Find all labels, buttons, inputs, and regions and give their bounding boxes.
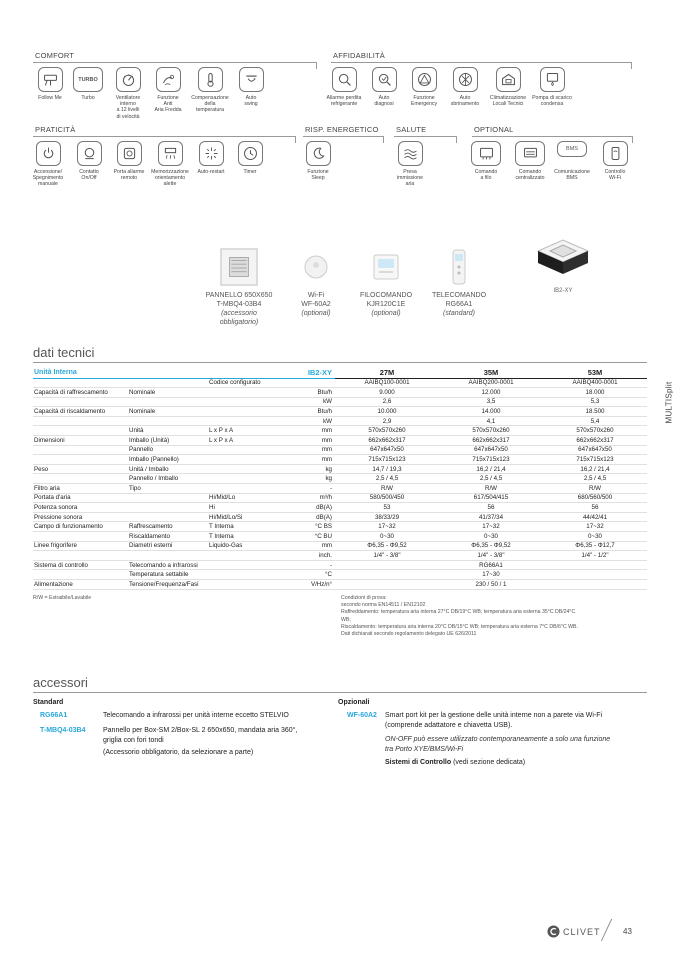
spec-cell-detail [208, 445, 293, 455]
spec-cell-value: 56 [439, 503, 543, 513]
spec-cell-param: Imballo (Pannello) [128, 455, 208, 465]
spec-cell-detail: Liquido-Gas [208, 541, 293, 551]
spec-cell-value: 41/37/34 [439, 512, 543, 522]
spec-cell-value: 44/42/41 [543, 512, 647, 522]
spec-cell-value: 1/4" - 3/8" [439, 551, 543, 561]
spec-cell-value: R/W [543, 484, 647, 494]
spec-cell-group: Filtro aria [33, 484, 128, 494]
std-desc-panel-2: griglia con fori tondi [103, 736, 164, 744]
spec-row [33, 388, 647, 398]
feature-wired-control: Comando a filo [464, 141, 508, 181]
spec-cell-param: Raffrescamento [128, 522, 208, 532]
spec-cell-value: 12.000 [439, 388, 543, 398]
std-desc-panel: Pannello per Box-SM 2/Box-SL 2 650x650, mandata aria 360°, [103, 727, 298, 734]
spec-cell-unit: mm [293, 445, 335, 455]
spec-cell-value: 570x570x260 [439, 426, 543, 436]
spec-cell-value: 2,5 / 4,5 [543, 474, 647, 484]
section-salute-line [394, 136, 456, 137]
dati-tecnici-rule [33, 362, 647, 363]
spec-row [33, 397, 647, 407]
turbo-icon: TURBO [73, 67, 103, 92]
spec-cell-param [128, 397, 208, 407]
spec-cell-group: Peso [33, 464, 128, 474]
spec-cell-group: Sistema di controllo [33, 560, 128, 570]
spec-row [33, 455, 647, 465]
manual-power-icon [36, 141, 61, 166]
spec-row [33, 503, 647, 513]
spec-cell-group [33, 474, 128, 484]
timer-icon [238, 141, 263, 166]
louver-memory-icon [158, 141, 183, 166]
spec-cell-value: 10.000 [335, 407, 439, 417]
spec-row [33, 493, 647, 503]
model-27m: 27M [335, 367, 439, 378]
spec-cell-group: Pressione sonora [33, 512, 128, 522]
spec-cell-value: 647x647x50 [335, 445, 439, 455]
spec-cell-unit: - [293, 484, 335, 494]
spec-cell-unit: - [293, 560, 335, 570]
spec-cell-value: 662x662x317 [439, 436, 543, 446]
wifi-dongle-image [303, 247, 329, 287]
spec-cell-value: 5,3 [543, 397, 647, 407]
spec-row [33, 484, 647, 494]
feature-bms: BMS Comunicazione BMS [550, 141, 594, 181]
spec-cell-value: AAIBQ400-0001 [543, 378, 647, 388]
spec-cell-value: 0~30 [543, 532, 647, 542]
footer-divider [601, 919, 623, 941]
spec-cell-value: 647x647x50 [439, 445, 543, 455]
std-code-rg66a1: RG66A1 [40, 712, 68, 719]
sleep-icon [306, 141, 331, 166]
spec-cell-value: 570x570x260 [543, 426, 647, 436]
follow-me-icon [38, 67, 63, 92]
spec-cell-group: Portata d'aria [33, 493, 128, 503]
feature-fan-speed: Ventilatore interno a 12 livelli di velocità [106, 67, 150, 120]
spec-row [33, 532, 647, 542]
spec-cell-unit: kg [293, 474, 335, 484]
spec-cell-unit: kW [293, 416, 335, 426]
opt-desc-wifi-2: (comprende adattatore e chiavetta USB). [385, 721, 513, 729]
spec-cell-param: Nominale [128, 407, 208, 417]
spec-cell-value: 16,2 / 21,4 [543, 464, 647, 474]
spec-cell-value: 17~32 [543, 522, 647, 532]
spec-cell-value: 18.500 [543, 407, 647, 417]
spec-row [33, 416, 647, 426]
feature-sleep: Funzione Sleep [296, 141, 340, 181]
spec-cell-unit: m³/h [293, 493, 335, 503]
central-control-icon [515, 141, 545, 166]
spec-cell-group [33, 426, 128, 436]
section-affidabilita-line [331, 62, 631, 63]
opt-note-2: tra Porto XYE/BMS/Wi-Fi [385, 745, 464, 753]
spec-cell-value: 17~32 [439, 522, 543, 532]
spec-cell-param: Tensione/Frequenza/Fasi [128, 579, 208, 589]
spec-cell-value: 18.000 [543, 388, 647, 398]
model-53m: 53M [543, 367, 647, 378]
spec-cell-value: 715x715x123 [335, 455, 439, 465]
feature-emergency: Funzione Emergency [402, 67, 446, 107]
spec-cell-value: 17~30 [335, 570, 647, 580]
section-comfort-line [33, 62, 316, 63]
anti-cold-air-icon [156, 67, 181, 92]
product-panel: PANNELLO 650X650 T-MBQ4-03B4 (accessorio obbligatorio) [196, 247, 282, 327]
feature-on-off-contact: Contatto On/Off [67, 141, 111, 181]
spec-cell-value: 4,1 [439, 416, 543, 426]
spec-cell-detail [208, 416, 293, 426]
spec-row [33, 474, 647, 484]
spec-cell-detail: L x P x A [208, 426, 293, 436]
opt-note: ON-OFF può essere utilizzato contemporaneamente a solo una funzione [385, 736, 611, 743]
spec-cell-detail [208, 388, 293, 398]
defrost-icon [453, 67, 478, 92]
product-wifi: Wi-Fi WF-60A2 (optional) [291, 247, 341, 318]
spec-row [33, 522, 647, 532]
auto-swing-icon [239, 67, 264, 92]
drain-pump-icon [540, 67, 565, 92]
on-off-contact-icon [77, 141, 102, 166]
spec-cell-detail [208, 407, 293, 417]
spec-cell-param [128, 551, 208, 561]
spec-cell-detail: T Interna [208, 522, 293, 532]
spec-cell-value: 53 [335, 503, 439, 513]
spec-cell-detail [208, 484, 293, 494]
feature-follow-me: Follow Me [28, 67, 72, 101]
spec-cell-group [33, 532, 128, 542]
spec-cell-value: 2,5 / 4,5 [335, 474, 439, 484]
standard-label: Standard [33, 699, 64, 706]
feature-wifi-control: Controllo Wi-Fi [593, 141, 637, 181]
spec-cell-group: Capacità di riscaldamento [33, 407, 128, 417]
spec-cell-group: Alimentazione [33, 579, 128, 589]
feature-central-control: Comando centralizzato [508, 141, 552, 181]
spec-row [33, 512, 647, 522]
spec-row [33, 445, 647, 455]
spec-cell-param: Imballo (Unità) [128, 436, 208, 446]
fresh-air-icon [398, 141, 423, 166]
std-desc-rg66a1: Telecomando a infrarossi per unità interne eccetto STELVIO [103, 712, 289, 719]
spec-cell-value: 9.000 [335, 388, 439, 398]
spec-cell-param: Unità [128, 426, 208, 436]
spec-cell-value: R/W [439, 484, 543, 494]
feature-auto-diagnosis: Auto diagnosi [362, 67, 406, 107]
spec-cell-unit: kg [293, 464, 335, 474]
feature-drain-pump: Pompa di scarico condensa [530, 67, 574, 107]
spec-cell-value: 1/4" - 3/8" [335, 551, 439, 561]
spec-cell-group [33, 378, 128, 388]
model-35m: 35M [439, 367, 543, 378]
spec-cell-detail: T Interna [208, 532, 293, 542]
sistemi-controllo: Sistemi di Controllo (vedi sezione dedicata) [385, 759, 526, 766]
spec-header-row [33, 367, 647, 378]
spec-row [33, 436, 647, 446]
spec-cell-value: 570x570x260 [335, 426, 439, 436]
remote-image [452, 247, 466, 287]
spec-cell-group [33, 445, 128, 455]
optional-label: Opzionali [338, 699, 370, 706]
wired-control-icon [471, 141, 501, 166]
feature-auto-swing: Auto swing [229, 67, 273, 107]
spec-cell-param [128, 416, 208, 426]
spec-cell-value: 14,7 / 19,3 [335, 464, 439, 474]
emergency-icon [412, 67, 437, 92]
spec-row [33, 407, 647, 417]
spec-row [33, 570, 647, 580]
spec-row [33, 579, 647, 589]
page-number: 43 [623, 927, 632, 936]
auto-restart-icon [199, 141, 224, 166]
spec-cell-value: Φ6,35 - Φ9,52 [335, 541, 439, 551]
section-praticita: PRATICITÀ [35, 125, 76, 134]
spec-cell-param [128, 503, 208, 513]
section-salute: SALUTE [396, 125, 427, 134]
spec-cell-value: 17~32 [335, 522, 439, 532]
footnote-rw: R/W = Estraibile/Lavabile [33, 595, 92, 601]
spec-cell-param: Unità / Imballo [128, 464, 208, 474]
spec-cell-unit [293, 378, 335, 388]
spec-cell-value: Φ6,35 - Φ9,52 [439, 541, 543, 551]
std-code-panel: T-MBQ4-03B4 [40, 727, 86, 734]
thermometer-icon [198, 67, 223, 92]
spec-cell-group [33, 455, 128, 465]
spec-cell-unit: inch. [293, 551, 335, 561]
spec-cell-group [33, 551, 128, 561]
product-remote: TELECOMANDO RG66A1 (standard) [425, 247, 493, 318]
spec-cell-group [33, 397, 128, 407]
spec-cell-unit: mm [293, 455, 335, 465]
spec-cell-unit: Btu/h [293, 407, 335, 417]
spec-body [33, 378, 647, 589]
spec-cell-detail: Hi/Mid/Lo [208, 493, 293, 503]
footer-brand: CLIVET [547, 925, 601, 938]
spec-cell-param [128, 512, 208, 522]
spec-row [33, 378, 647, 388]
spec-cell-detail: Codice configurato [208, 378, 293, 388]
spec-row [33, 464, 647, 474]
std-desc-panel-3: (Accessorio obbligatorio, da selezionare a parte) [103, 749, 254, 756]
spec-cell-value: 715x715x123 [439, 455, 543, 465]
spec-cell-unit: V/Hz/n° [293, 579, 335, 589]
spec-cell-detail [208, 579, 293, 589]
spec-cell-unit: Btu/h [293, 388, 335, 398]
spec-cell-group: Campo di funzionamento [33, 522, 128, 532]
spec-cell-value: 56 [543, 503, 647, 513]
spec-cell-param: Diametri esterni [128, 541, 208, 551]
spec-cell-value: 2,5 / 4,5 [439, 474, 543, 484]
technical-room-icon [496, 67, 521, 92]
wired-remote-image [372, 247, 400, 287]
spec-cell-value: 715x715x123 [543, 455, 647, 465]
feature-auto-restart: Auto-restart [189, 141, 233, 175]
spec-cell-value: AAIBQ100-0001 [335, 378, 439, 388]
spec-cell-unit: dB(A) [293, 512, 335, 522]
product-unit: IB2-XY [528, 235, 598, 296]
bms-icon: BMS [557, 141, 587, 157]
spec-cell-detail [208, 570, 293, 580]
feature-manual-power: Accensione/ Spegnimento manuale [26, 141, 70, 188]
spec-cell-group [33, 416, 128, 426]
spec-cell-group: Potenza sonora [33, 503, 128, 513]
clivet-logo-icon [547, 925, 560, 938]
feature-leak-alarm: Allarme perdita refrigerante [322, 67, 366, 107]
spec-cell-param: Pannello [128, 445, 208, 455]
spec-cell-detail [208, 397, 293, 407]
spec-cell-unit: mm [293, 541, 335, 551]
remote-alarm-icon [117, 141, 142, 166]
spec-cell-param: Temperatura settabile [128, 570, 208, 580]
spec-row [33, 551, 647, 561]
side-label: MULTISplit [664, 381, 674, 424]
leak-alarm-icon [332, 67, 357, 92]
spec-cell-detail: Hi [208, 503, 293, 513]
feature-remote-alarm: Porta allarme remoto [107, 141, 151, 181]
spec-cell-unit: mm [293, 436, 335, 446]
product-wired-remote: FILOCOMANDO KJR120C1E (optional) [352, 247, 420, 318]
spec-cell-value: 0~30 [439, 532, 543, 542]
series-label: IB2-XY [293, 367, 335, 378]
feature-temp-compensation: Compensazione della temperatura [188, 67, 232, 114]
spec-cell-unit: °C [293, 570, 335, 580]
spec-row [33, 541, 647, 551]
spec-cell-detail: L x P x A [208, 436, 293, 446]
spec-cell-value: 2,6 [335, 397, 439, 407]
section-optional-line [472, 136, 632, 137]
spec-cell-value: 3,5 [439, 397, 543, 407]
spec-cell-unit: °C BU [293, 532, 335, 542]
accessori-rule [33, 692, 647, 693]
spec-cell-group [33, 570, 128, 580]
section-optional: OPTIONAL [474, 125, 514, 134]
feature-technical-room: Climatizzazione Locali Tecnici [486, 67, 530, 107]
spec-cell-detail [208, 551, 293, 561]
spec-row [33, 560, 647, 570]
spec-cell-value: 0~30 [335, 532, 439, 542]
dati-tecnici-title: dati tecnici [33, 345, 95, 360]
spec-cell-param: Pannello / Imballo [128, 474, 208, 484]
section-comfort: COMFORT [35, 51, 75, 60]
spec-cell-detail [208, 560, 293, 570]
feature-timer: Timer [228, 141, 272, 175]
spec-cell-param [128, 493, 208, 503]
cassette-unit-image [530, 235, 596, 287]
spec-cell-group: Linee frigorifere [33, 541, 128, 551]
fan-speed-icon [116, 67, 141, 92]
accessori-title: accessori [33, 675, 88, 690]
auto-diagnosis-icon [372, 67, 397, 92]
spec-cell-value: RG66A1 [335, 560, 647, 570]
spec-cell-group: Dimensioni [33, 436, 128, 446]
spec-cell-value: AAIBQ200-0001 [439, 378, 543, 388]
spec-cell-param: Tipo [128, 484, 208, 494]
spec-cell-param: Telecomando a infrarossi [128, 560, 208, 570]
spec-cell-unit: kW [293, 397, 335, 407]
spec-cell-detail [208, 455, 293, 465]
section-affidabilita: AFFIDABILITÀ [333, 51, 385, 60]
spec-cell-value: 662x662x317 [543, 436, 647, 446]
spec-cell-param: Nominale [128, 388, 208, 398]
spec-cell-value: 2,9 [335, 416, 439, 426]
spec-row [33, 426, 647, 436]
panel-image [220, 247, 258, 287]
wifi-control-icon [603, 141, 628, 166]
spec-cell-unit: °C BS [293, 522, 335, 532]
feature-fresh-air: Presa immissione aria [388, 141, 432, 188]
spec-cell-value: 662x662x317 [335, 436, 439, 446]
spec-cell-param [128, 378, 208, 388]
section-praticita-line [33, 136, 295, 137]
test-conditions: Condizioni di prova: secondo norma EN14511 / EN12102 Raffreddamento: temperatura aria interna 27°C DB/19°C WB; temperatura aria esterna 35°C DB/24°C WB; Riscaldamento: temperatura aria interna 20°C DB/15°C WB; temperatura aria esterna 7°C DB/6°C WB. Dati dichiarati secondo regolamento delegato UE 626/2011 [341, 595, 578, 638]
section-risp-line [303, 136, 383, 137]
feature-turbo: TURBO Turbo [66, 67, 110, 101]
spec-cell-detail [208, 474, 293, 484]
spec-cell-value: 16,2 / 21,4 [439, 464, 543, 474]
spec-cell-detail: Hi/Mid/Lo/Si [208, 512, 293, 522]
spec-cell-param: Riscaldamento [128, 532, 208, 542]
spec-cell-unit: mm [293, 426, 335, 436]
section-risp-energetico: RISP. ENERGETICO [305, 125, 379, 134]
feature-louver-memory: Memorizzazione orientamento alette [148, 141, 192, 188]
feature-defrost: Auto sbrinamento [443, 67, 487, 107]
spec-table [33, 367, 647, 590]
spec-cell-value: R/W [335, 484, 439, 494]
spec-cell-value: 14.000 [439, 407, 543, 417]
spec-cell-value: 617/504/415 [439, 493, 543, 503]
spec-cell-value: 580/500/450 [335, 493, 439, 503]
spec-cell-unit: dB(A) [293, 503, 335, 513]
opt-code-wifi: WF-60A2 [347, 712, 377, 719]
spec-cell-detail [208, 464, 293, 474]
spec-cell-value: Φ6,35 - Φ12,7 [543, 541, 647, 551]
spec-cell-value: 5,4 [543, 416, 647, 426]
spec-cell-group: Capacità di raffrescamento [33, 388, 128, 398]
feature-anti-cold-air: Funzione Anti Aria Fredda [146, 67, 190, 114]
spec-cell-value: 1/4" - 1/2" [543, 551, 647, 561]
opt-desc-wifi: Smart port kit per la gestione delle unità interne non a parete via Wi-Fi [385, 712, 603, 719]
unit-label: Unità Interna [33, 367, 208, 378]
spec-cell-value: 680/560/500 [543, 493, 647, 503]
spec-cell-value: 230 / 50 / 1 [335, 579, 647, 589]
spec-cell-value: 647x647x50 [543, 445, 647, 455]
spec-cell-value: 38/33/29 [335, 512, 439, 522]
